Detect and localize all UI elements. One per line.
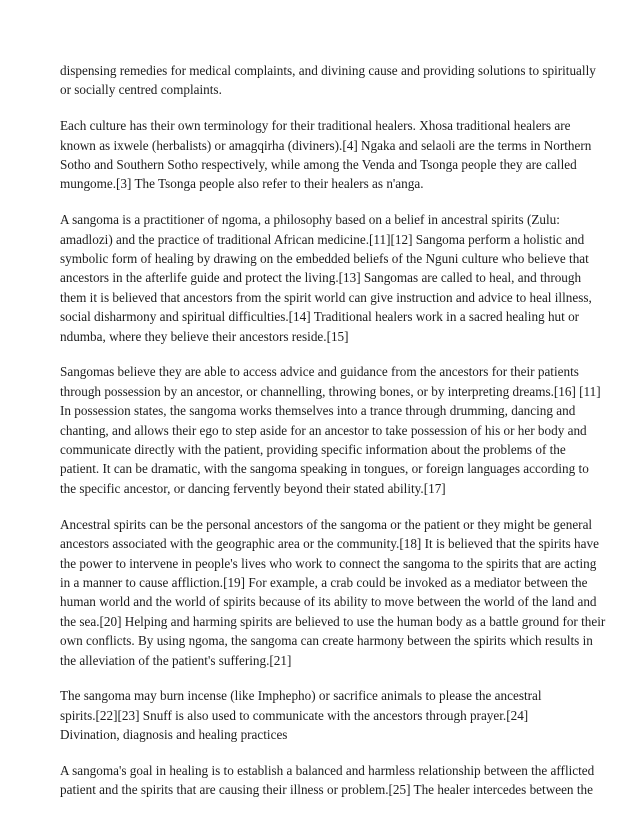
text-line: Ancestral spirits can be the personal ancestors of the sangoma or the patient or they might be general: [60, 516, 593, 532]
text-line: the alleviation of the patient's suffering.[21]: [60, 652, 292, 668]
text-line: known as ixwele (herbalists) or amagqirha (diviners).[4] Ngaka and selaoli are the terms in Northern: [60, 137, 592, 153]
document-body: [60, 61, 606, 816]
text-line: symbolic form of healing by drawing on the embedded beliefs of the Nguni culture who believe that: [60, 251, 589, 267]
text-line: the specific ancestor, or dancing fervently beyond their stated ability.[17]: [60, 480, 446, 496]
paragraph: [60, 210, 592, 346]
text-line: amadlozi) and the practice of traditional African medicine.[11][12] Sangoma perform a holistic and: [60, 231, 585, 247]
text-line: ndumba, where they believe their ancestors reside.[15]: [60, 328, 349, 344]
text-line: chanting, and allows their ego to step aside for an ancestor to take possession of his or her body and: [60, 422, 587, 438]
text-line: or socially centred complaints.: [60, 82, 222, 98]
text-line: them it is believed that ancestors from the spirit world can give instruction and advice to heal illness,: [60, 289, 592, 305]
text-line: Divination, diagnosis and healing practices: [60, 727, 288, 743]
text-line: The sangoma may burn incense (like Imphepho) or sacrifice animals to please the ancestral: [60, 688, 542, 704]
text-line: spirits.[22][23] Snuff is also used to communicate with the ancestors through prayer.[24]: [60, 707, 529, 723]
text-line: dispensing remedies for medical complaints, and divining cause and providing solutions to spiritually: [60, 63, 596, 78]
text-line: the power to intervene in people's lives who work to connect the sangoma to the spirits that are acting: [60, 555, 597, 571]
text-line: social disharmony and spiritual difficulties.[14] Traditional healers work in a sacred healing hut or: [60, 309, 580, 325]
text-line: the sea.[20] Helping and harming spirits are believed to use the human body as a battle ground for their: [60, 613, 606, 629]
text-line: A sangoma's goal in healing is to establish a balanced and harmless relationship between the afflicted: [60, 762, 595, 778]
text-line: human world and the world of spirits because of its ability to move between the world of the land and: [60, 594, 597, 610]
text-line: mungome.[3] The Tsonga people also refer to their healers as n'anga.: [60, 176, 424, 192]
text-line: own conflicts. By using ngoma, the sangoma can create harmony between the spirits which results in: [60, 633, 593, 649]
text-line: ancestors in the afterlife guide and protect the living.[13] Sangomas are called to heal, and through: [60, 270, 582, 286]
text-line: Sangomas believe they are able to access advice and guidance from the ancestors for their patients: [60, 364, 579, 380]
text-line: ancestors associated with the geographic area or the community.[18] It is believed that the spirits have: [60, 536, 599, 552]
text-line: through possession by an ancestor, or channelling, throwing bones, or by interpreting dreams.[16] [11]: [60, 383, 601, 399]
text-line: Sotho and Southern Sotho respectively, while among the Venda and Tsonga people they are called: [60, 157, 577, 173]
paragraph: [60, 116, 592, 194]
text-line: in a manner to cause affliction.[19] For example, a crab could be invoked as a mediator between the: [60, 574, 588, 590]
paragraph: [60, 362, 601, 498]
text-line: In possession states, the sangoma works themselves into a trance through drumming, dancing and: [60, 403, 576, 419]
paragraph: [60, 761, 595, 800]
paragraph: [60, 61, 596, 100]
text-line: Each culture has their own terminology for their traditional healers. Xhosa traditional healers are: [60, 118, 571, 134]
text-line: patient. It can be dramatic, with the sangoma speaking in tongues, or foreign languages according to: [60, 461, 589, 477]
paragraph: [60, 515, 606, 670]
paragraph: [60, 686, 582, 744]
text-line: communicate directly with the patient, providing specific information about the problems of the: [60, 442, 566, 458]
text-line: A sangoma is a practitioner of ngoma, a philosophy based on a belief in ancestral spirits (Zulu:: [60, 212, 560, 228]
text-line: patient and the spirits that are causing their illness or problem.[25] The healer intercedes between the: [60, 782, 593, 798]
